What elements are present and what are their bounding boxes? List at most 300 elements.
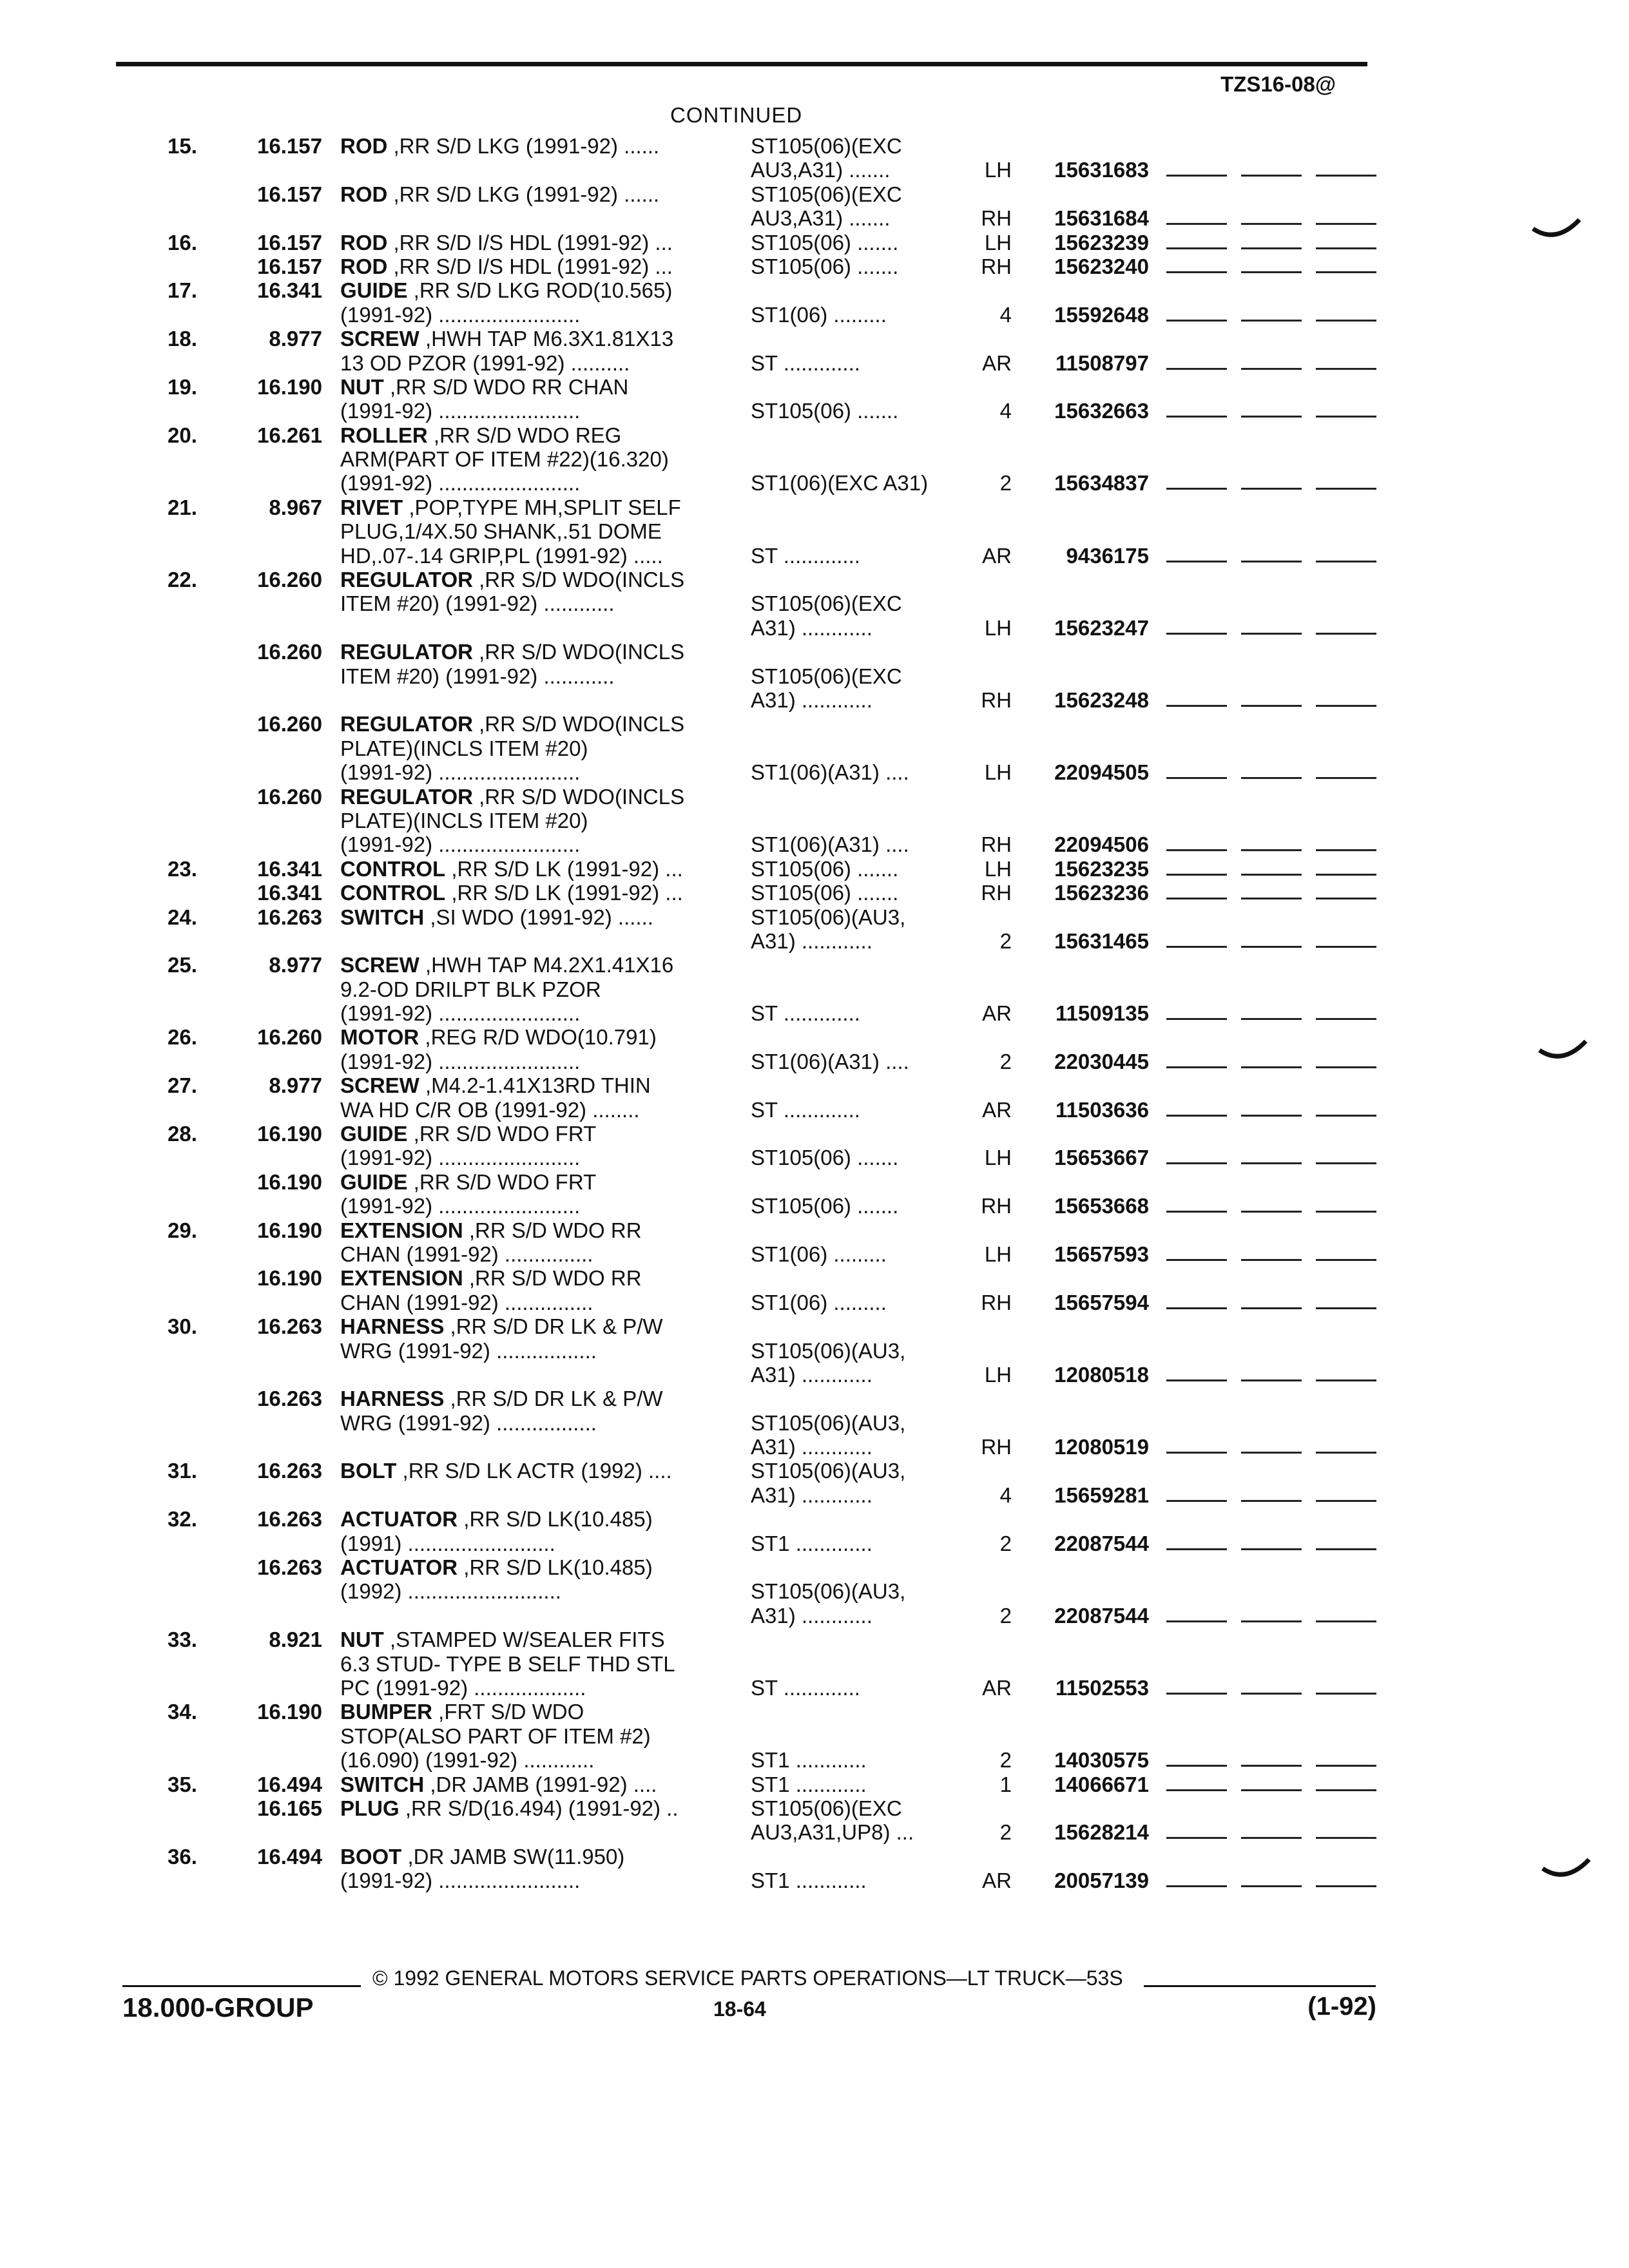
parts-entry-continuation bbox=[0, 1098, 1629, 1122]
description-text: 6.3 STUD- TYPE B SELF THD STL bbox=[340, 1651, 675, 1676]
blank-line bbox=[1316, 1211, 1376, 1213]
model-usage: ST1(06) ......... bbox=[751, 1290, 887, 1314]
quantity: RH bbox=[981, 1290, 1012, 1314]
part-description bbox=[340, 1339, 597, 1363]
blank-line bbox=[1241, 849, 1302, 851]
description-text: (1991-92) ........................ bbox=[340, 1146, 581, 1170]
blank-line bbox=[1166, 175, 1227, 177]
part-number: 11503636 bbox=[1055, 1097, 1149, 1122]
entry-blanks bbox=[1166, 368, 1376, 370]
group-number: 8.977 bbox=[269, 1073, 322, 1098]
group-number: 8.977 bbox=[269, 953, 322, 977]
part-number: 15659281 bbox=[1054, 1483, 1149, 1507]
description-text: WRG (1991-92) ................. bbox=[340, 1338, 597, 1363]
model-usage: ST105(06) ....... bbox=[751, 230, 899, 255]
blank-line bbox=[1316, 488, 1376, 490]
parts-entry-continuation bbox=[0, 1748, 1629, 1772]
part-description bbox=[340, 351, 630, 375]
entry-blanks bbox=[1166, 1693, 1376, 1695]
parts-entry bbox=[0, 231, 1629, 255]
item-number: 21. bbox=[168, 495, 197, 519]
blank-line bbox=[1316, 1837, 1376, 1839]
item-number: 32. bbox=[168, 1507, 197, 1532]
part-description bbox=[340, 591, 615, 615]
model-usage: ST1(06)(A31) .... bbox=[751, 1049, 909, 1073]
description-text: ,RR S/D WDO RR CHAN bbox=[383, 374, 629, 399]
group-number: 16.260 bbox=[257, 1025, 322, 1050]
quantity: 4 bbox=[999, 1483, 1012, 1507]
description-text: ,RR S/D LK (1991-92) ... bbox=[445, 881, 683, 905]
parts-entry bbox=[0, 1170, 1629, 1194]
blank-line bbox=[1241, 1259, 1302, 1261]
part-description bbox=[340, 1122, 596, 1146]
parts-entry-continuation bbox=[0, 760, 1629, 784]
model-usage: ST105(06) ....... bbox=[751, 856, 899, 881]
description-text: (1991) ......................... bbox=[340, 1531, 555, 1555]
parts-entry-continuation bbox=[0, 158, 1629, 182]
part-description bbox=[340, 664, 615, 688]
blank-line bbox=[1316, 1765, 1376, 1767]
part-number: 12080518 bbox=[1054, 1362, 1149, 1387]
blank-line bbox=[1166, 874, 1227, 876]
parts-entry-continuation bbox=[0, 399, 1629, 423]
blank-line bbox=[1166, 416, 1227, 418]
parts-entry-continuation bbox=[0, 1363, 1629, 1387]
part-description bbox=[340, 303, 580, 327]
parts-entry-continuation bbox=[0, 1194, 1629, 1218]
blank-line bbox=[1241, 777, 1302, 779]
part-description bbox=[340, 1555, 653, 1579]
description-text: ,RR S/D WDO(INCLS bbox=[472, 568, 685, 592]
parts-entry-continuation bbox=[0, 1483, 1629, 1507]
part-description bbox=[340, 785, 684, 809]
item-number: 34. bbox=[168, 1700, 197, 1724]
part-name: HARNESS bbox=[340, 1387, 445, 1411]
part-description bbox=[340, 1459, 672, 1483]
model-usage: ST1 ............ bbox=[751, 1748, 867, 1773]
parts-entry-continuation bbox=[0, 1242, 1629, 1266]
parts-entry bbox=[0, 1387, 1629, 1410]
item-number: 16. bbox=[168, 230, 197, 255]
blank-line bbox=[1316, 1307, 1376, 1309]
entry-blanks bbox=[1166, 1620, 1376, 1622]
group-number: 16.263 bbox=[257, 1314, 322, 1339]
item-number: 36. bbox=[168, 1844, 197, 1869]
part-name: ACTUATOR bbox=[340, 1507, 458, 1532]
blank-line bbox=[1241, 874, 1302, 876]
group-number: 8.977 bbox=[269, 327, 322, 351]
parts-entry bbox=[0, 640, 1629, 664]
blank-line bbox=[1166, 633, 1227, 635]
quantity: AR bbox=[982, 543, 1012, 568]
blank-line bbox=[1241, 561, 1302, 562]
blank-line bbox=[1316, 633, 1376, 635]
parts-entry bbox=[0, 905, 1629, 929]
binding-mark-icon bbox=[1537, 1037, 1588, 1063]
group-number: 16.190 bbox=[257, 1266, 322, 1291]
description-text: HD,.07-.14 GRIP,PL (1991-92) ..... bbox=[340, 543, 663, 568]
binding-mark-icon bbox=[1530, 216, 1582, 242]
part-description bbox=[340, 1025, 657, 1049]
parts-entry-continuation bbox=[0, 1820, 1629, 1844]
part-description bbox=[340, 1098, 640, 1122]
quantity: RH bbox=[981, 254, 1012, 278]
blank-line bbox=[1166, 1548, 1227, 1550]
group-number: 16.190 bbox=[257, 1700, 322, 1724]
parts-entry-continuation bbox=[0, 1291, 1629, 1314]
part-description bbox=[340, 712, 684, 736]
parts-entry-continuation bbox=[0, 1604, 1629, 1628]
item-number: 15. bbox=[168, 134, 197, 158]
parts-entry bbox=[0, 134, 1629, 158]
description-text: (1991-92) ........................ bbox=[340, 302, 581, 327]
entry-blanks bbox=[1166, 1259, 1376, 1261]
group-number: 16.261 bbox=[257, 423, 322, 447]
part-name: ROD bbox=[340, 254, 388, 278]
entry-blanks bbox=[1166, 1789, 1376, 1791]
blank-line bbox=[1316, 1379, 1376, 1381]
parts-entry bbox=[0, 1025, 1629, 1049]
part-description bbox=[340, 640, 684, 664]
group-number: 16.341 bbox=[257, 856, 322, 881]
part-number: 15653668 bbox=[1054, 1194, 1149, 1218]
blank-line bbox=[1241, 320, 1302, 322]
part-description bbox=[340, 1748, 594, 1772]
model-usage: ST105(06)(AU3, bbox=[751, 1410, 906, 1435]
blank-line bbox=[1316, 1162, 1376, 1164]
part-number: 15634837 bbox=[1054, 471, 1149, 495]
continued-label: CONTINUED bbox=[670, 103, 803, 127]
item-number: 17. bbox=[168, 278, 197, 303]
copyright-line: © 1992 GENERAL MOTORS SERVICE PARTS OPERATIONS—LT TRUCK—53S bbox=[372, 1966, 1123, 1990]
page-code: TZS16-08@ bbox=[1220, 72, 1336, 96]
group-label: 18.000-GROUP bbox=[122, 1992, 314, 2023]
part-description bbox=[340, 278, 672, 302]
part-number: 15632663 bbox=[1054, 399, 1149, 423]
model-usage: ST105(06)(EXC bbox=[751, 1796, 902, 1820]
part-description bbox=[340, 1170, 596, 1194]
part-description bbox=[340, 1724, 651, 1748]
parts-entry bbox=[0, 1314, 1629, 1338]
description-text: ,RR S/D LKG (1991-92) ...... bbox=[387, 134, 660, 158]
item-number: 18. bbox=[168, 327, 197, 351]
blank-line bbox=[1241, 1115, 1302, 1117]
model-usage: ST ............. bbox=[751, 1097, 860, 1122]
parts-entry-continuation bbox=[0, 929, 1629, 953]
parts-entry-continuation bbox=[0, 664, 1629, 688]
parts-entry bbox=[0, 495, 1629, 519]
entry-blanks bbox=[1166, 1765, 1376, 1767]
quantity: LH bbox=[984, 760, 1012, 785]
group-number: 16.157 bbox=[257, 182, 322, 206]
blank-line bbox=[1316, 175, 1376, 177]
entry-blanks bbox=[1166, 1211, 1376, 1213]
part-number: 15657593 bbox=[1054, 1242, 1149, 1266]
quantity: AR bbox=[982, 1869, 1012, 1893]
parts-entry-continuation bbox=[0, 1652, 1629, 1676]
blank-line bbox=[1166, 488, 1227, 490]
part-name: BUMPER bbox=[340, 1700, 433, 1724]
quantity: RH bbox=[981, 1194, 1012, 1218]
part-number: 15592648 bbox=[1054, 302, 1149, 327]
description-text: ,RR S/D WDO RR bbox=[463, 1218, 642, 1242]
model-usage: A31) ............ bbox=[751, 1435, 872, 1459]
entry-blanks bbox=[1166, 223, 1376, 225]
part-number: 15631683 bbox=[1054, 158, 1149, 182]
description-text: ,REG R/D WDO(10.791) bbox=[419, 1025, 657, 1050]
parts-entry-continuation bbox=[0, 809, 1629, 832]
part-number: 11502553 bbox=[1055, 1676, 1149, 1700]
part-description bbox=[340, 423, 621, 447]
blank-line bbox=[1241, 1548, 1302, 1550]
model-usage: ST105(06)(EXC bbox=[751, 134, 902, 158]
blank-line bbox=[1241, 946, 1302, 948]
quantity: AR bbox=[982, 1097, 1012, 1122]
part-name: GUIDE bbox=[340, 1122, 408, 1146]
quantity: LH bbox=[984, 158, 1012, 182]
part-number: 15623236 bbox=[1054, 881, 1149, 905]
parts-entry-continuation bbox=[0, 351, 1629, 375]
blank-line bbox=[1316, 946, 1376, 948]
page-number: 18-64 bbox=[713, 1997, 766, 2021]
blank-line bbox=[1316, 1259, 1376, 1261]
description-text: 13 OD PZOR (1991-92) .......... bbox=[340, 351, 630, 375]
model-usage: A31) ............ bbox=[751, 687, 872, 712]
parts-entry bbox=[0, 1218, 1629, 1242]
quantity: 2 bbox=[999, 471, 1012, 495]
model-usage: A31) ............ bbox=[751, 1483, 872, 1507]
blank-line bbox=[1241, 1885, 1302, 1887]
top-rule bbox=[116, 62, 1367, 66]
parts-entry bbox=[0, 1845, 1629, 1869]
blank-line bbox=[1316, 1693, 1376, 1695]
model-usage: ST105(06)(AU3, bbox=[751, 905, 906, 929]
model-usage: A31) ............ bbox=[751, 1362, 872, 1387]
part-name: SCREW bbox=[340, 327, 419, 351]
part-name: ROD bbox=[340, 182, 388, 206]
item-number: 29. bbox=[168, 1218, 197, 1242]
item-number: 26. bbox=[168, 1025, 197, 1050]
blank-line bbox=[1316, 874, 1376, 876]
description-text: (1991-92) ........................ bbox=[340, 1194, 581, 1218]
item-number: 24. bbox=[168, 905, 197, 929]
part-name: ACTUATOR bbox=[340, 1555, 458, 1580]
part-name: GUIDE bbox=[340, 278, 408, 303]
entry-blanks bbox=[1166, 1885, 1376, 1887]
model-usage: ST1(06) ......... bbox=[751, 302, 887, 327]
description-text: STOP(ALSO PART OF ITEM #2) bbox=[340, 1724, 651, 1748]
description-text: PC (1991-92) ................... bbox=[340, 1676, 586, 1700]
description-text: 9.2-OD DRILPT BLK PZOR bbox=[340, 977, 601, 1001]
item-number: 20. bbox=[168, 423, 197, 447]
entry-blanks bbox=[1166, 633, 1376, 635]
blank-line bbox=[1316, 223, 1376, 225]
blank-line bbox=[1316, 1789, 1376, 1791]
parts-entry-continuation bbox=[0, 591, 1629, 615]
blank-line bbox=[1166, 561, 1227, 562]
part-description bbox=[340, 447, 669, 471]
part-description bbox=[340, 231, 673, 255]
blank-line bbox=[1316, 271, 1376, 273]
description-text: ,M4.2-1.41X13RD THIN bbox=[419, 1073, 651, 1098]
blank-line bbox=[1241, 1211, 1302, 1213]
parts-entry-continuation bbox=[0, 688, 1629, 712]
part-description bbox=[340, 182, 659, 206]
entry-blanks bbox=[1166, 271, 1376, 273]
quantity: LH bbox=[984, 1242, 1012, 1266]
part-description bbox=[340, 1194, 580, 1218]
description-text: PLATE)(INCLS ITEM #20) bbox=[340, 736, 588, 760]
description-text: CHAN (1991-92) ............... bbox=[340, 1290, 593, 1314]
part-description bbox=[340, 1532, 555, 1555]
description-text: ,RR S/D DR LK & P/W bbox=[444, 1387, 663, 1411]
entry-blanks bbox=[1166, 898, 1376, 899]
entry-blanks bbox=[1166, 849, 1376, 851]
group-number: 16.341 bbox=[257, 881, 322, 905]
quantity: RH bbox=[981, 1435, 1012, 1459]
part-description bbox=[340, 1073, 651, 1097]
description-text: ,RR S/D WDO FRT bbox=[407, 1169, 597, 1194]
blank-line bbox=[1166, 247, 1227, 249]
part-number: 12080519 bbox=[1054, 1435, 1149, 1459]
quantity: 1 bbox=[999, 1772, 1012, 1796]
parts-entry bbox=[0, 785, 1629, 809]
part-name: EXTENSION bbox=[340, 1266, 463, 1291]
model-usage: ST1(06)(A31) .... bbox=[751, 760, 909, 785]
blank-line bbox=[1166, 1162, 1227, 1164]
item-number: 23. bbox=[168, 856, 197, 881]
blank-line bbox=[1241, 705, 1302, 707]
description-text: ,RR S/D I/S HDL (1991-92) ... bbox=[387, 230, 673, 255]
blank-line bbox=[1166, 1500, 1227, 1502]
quantity: RH bbox=[981, 206, 1012, 231]
parts-entry bbox=[0, 712, 1629, 736]
model-usage: ST105(06) ....... bbox=[751, 1146, 899, 1170]
parts-entry bbox=[0, 1073, 1629, 1097]
item-number: 27. bbox=[168, 1073, 197, 1098]
parts-entry-continuation bbox=[0, 1869, 1629, 1892]
parts-entry bbox=[0, 278, 1629, 302]
part-description bbox=[340, 255, 673, 278]
description-text: ,RR S/D WDO RR bbox=[463, 1266, 642, 1291]
parts-entry-continuation bbox=[0, 544, 1629, 568]
description-text: ,RR S/D LK (1991-92) ... bbox=[445, 856, 683, 881]
part-description bbox=[340, 1050, 580, 1073]
blank-line bbox=[1241, 271, 1302, 273]
parts-entry bbox=[0, 375, 1629, 399]
quantity: 2 bbox=[999, 1531, 1012, 1555]
blank-line bbox=[1316, 368, 1376, 370]
parts-entry-continuation bbox=[0, 1146, 1629, 1169]
part-description bbox=[340, 568, 684, 591]
description-text: (1991-92) ........................ bbox=[340, 399, 581, 423]
quantity: AR bbox=[982, 1676, 1012, 1700]
part-number: 22087544 bbox=[1054, 1603, 1149, 1628]
part-name: SWITCH bbox=[340, 905, 425, 929]
parts-entry-continuation bbox=[0, 1724, 1629, 1748]
parts-entry-continuation bbox=[0, 1579, 1629, 1603]
part-name: REGULATOR bbox=[340, 568, 473, 592]
description-text: ,RR S/D WDO(INCLS bbox=[472, 784, 685, 809]
description-text: WRG (1991-92) ................. bbox=[340, 1410, 597, 1435]
blank-line bbox=[1316, 1066, 1376, 1068]
blank-line bbox=[1241, 1066, 1302, 1068]
parts-entry bbox=[0, 1796, 1629, 1820]
model-usage: AU3,A31) ....... bbox=[751, 158, 891, 182]
blank-line bbox=[1166, 271, 1227, 273]
group-number: 16.341 bbox=[257, 278, 322, 303]
description-text: ,RR S/D WDO(INCLS bbox=[472, 712, 685, 736]
description-text: ,RR S/D LK(10.485) bbox=[458, 1555, 653, 1580]
part-description bbox=[340, 1507, 653, 1531]
description-text: ITEM #20) (1991-92) ............ bbox=[340, 591, 615, 616]
part-description bbox=[340, 1845, 624, 1869]
part-number: 14030575 bbox=[1054, 1748, 1149, 1773]
parts-entry bbox=[0, 423, 1629, 447]
group-number: 16.263 bbox=[257, 1387, 322, 1411]
blank-line bbox=[1241, 1837, 1302, 1839]
entry-blanks bbox=[1166, 1452, 1376, 1454]
blank-line bbox=[1166, 1211, 1227, 1213]
group-number: 16.165 bbox=[257, 1796, 322, 1820]
part-description bbox=[340, 1411, 597, 1435]
part-description bbox=[340, 1579, 561, 1603]
part-description bbox=[340, 1869, 580, 1892]
part-description bbox=[340, 881, 683, 905]
description-text: (1991-92) ........................ bbox=[340, 1869, 581, 1893]
model-usage: A31) ............ bbox=[751, 1603, 872, 1628]
blank-line bbox=[1166, 1379, 1227, 1381]
entry-blanks bbox=[1166, 175, 1376, 177]
group-number: 16.263 bbox=[257, 1459, 322, 1483]
blank-line bbox=[1241, 416, 1302, 418]
quantity: 2 bbox=[999, 928, 1012, 953]
description-text: WA HD C/R OB (1991-92) ........ bbox=[340, 1097, 640, 1122]
part-description bbox=[340, 977, 601, 1001]
quantity: RH bbox=[981, 832, 1012, 857]
part-description bbox=[340, 471, 580, 495]
entry-blanks bbox=[1166, 1548, 1376, 1550]
blank-line bbox=[1316, 247, 1376, 249]
model-usage: ST1 ............ bbox=[751, 1869, 867, 1893]
item-number: 31. bbox=[168, 1459, 197, 1483]
blank-line bbox=[1241, 1162, 1302, 1164]
blank-line bbox=[1316, 777, 1376, 779]
quantity: 2 bbox=[999, 1049, 1012, 1073]
blank-line bbox=[1166, 705, 1227, 707]
model-usage: AU3,A31) ....... bbox=[751, 206, 891, 231]
blank-line bbox=[1241, 223, 1302, 225]
part-description bbox=[340, 1387, 663, 1410]
footer-rule-left bbox=[122, 1985, 361, 1987]
part-name: RIVET bbox=[340, 495, 403, 519]
description-text: (1991-92) ........................ bbox=[340, 832, 581, 857]
blank-line bbox=[1241, 368, 1302, 370]
model-usage: A31) ............ bbox=[751, 615, 872, 640]
parts-entry bbox=[0, 857, 1629, 881]
blank-line bbox=[1316, 849, 1376, 851]
part-number: 22087544 bbox=[1054, 1531, 1149, 1555]
item-number: 35. bbox=[168, 1772, 197, 1796]
part-description bbox=[340, 736, 588, 760]
blank-line bbox=[1241, 898, 1302, 899]
part-name: GUIDE bbox=[340, 1169, 408, 1194]
part-name: REGULATOR bbox=[340, 712, 473, 736]
part-description bbox=[340, 1266, 642, 1290]
parts-entry-continuation bbox=[0, 1532, 1629, 1555]
blank-line bbox=[1316, 561, 1376, 562]
blank-line bbox=[1241, 1789, 1302, 1791]
